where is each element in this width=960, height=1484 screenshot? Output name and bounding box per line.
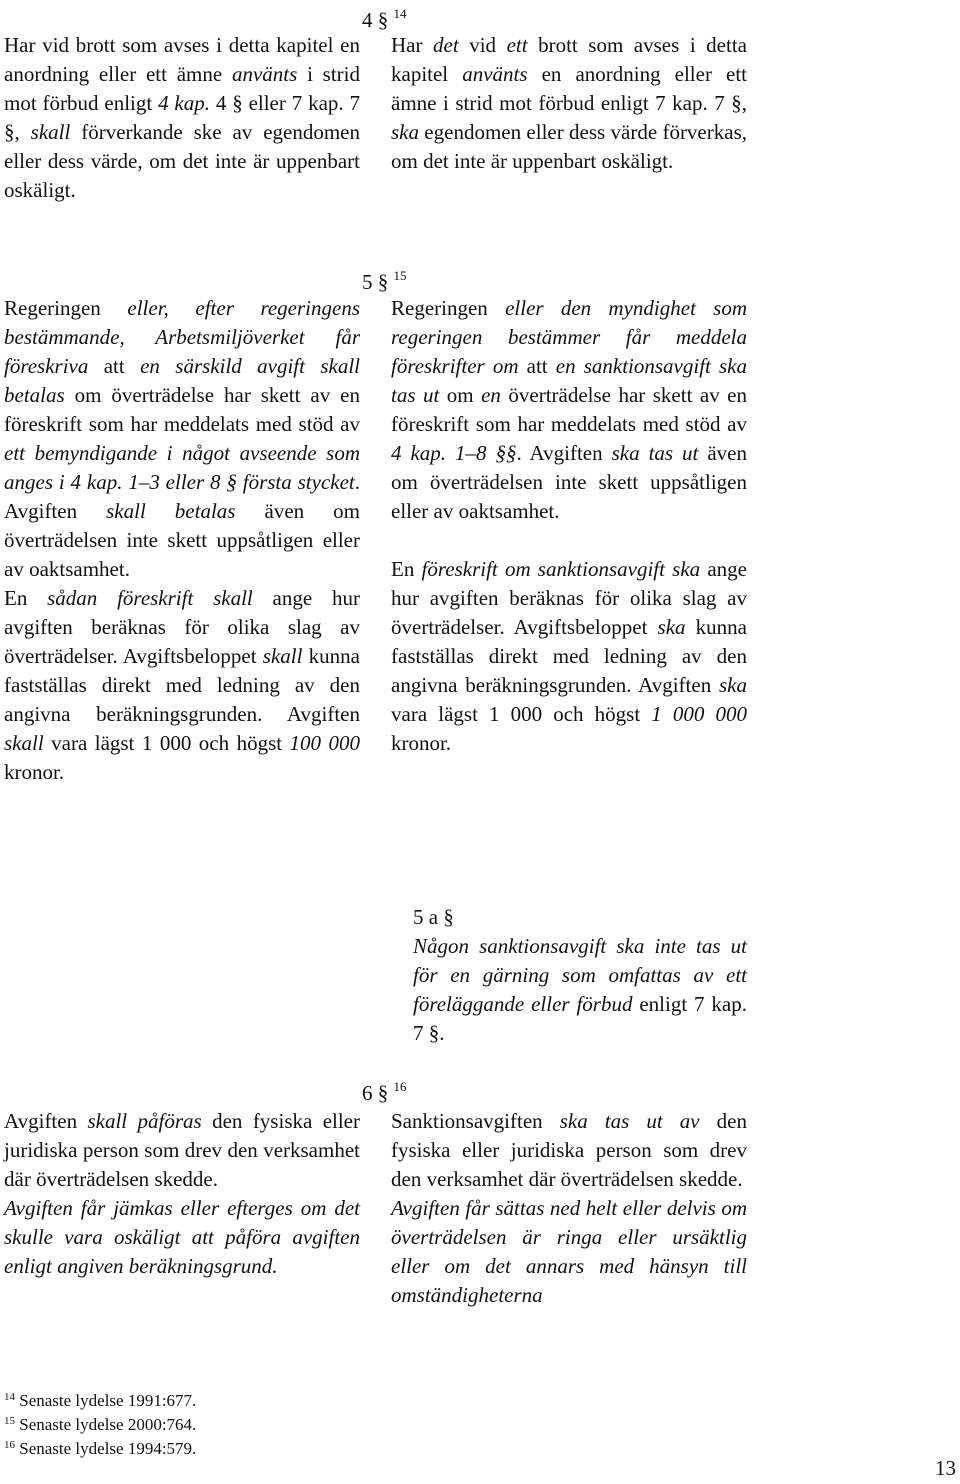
italic-text: Avgiften får sättas ned helt eller delvis om överträdelsen är ringa eller ursäktlig eller om det annars med hänsyn till omständigheterna bbox=[391, 1196, 747, 1307]
section-number-4: 4 § $^{14}$ bbox=[362, 6, 407, 32]
text: . Avgiften bbox=[516, 441, 612, 465]
text: vid bbox=[458, 33, 507, 57]
footnote-14: $^{14}$ Senaste lydelse 1991:677. bbox=[4, 1391, 197, 1410]
italic-text: föreskrift om sanktionsavgift ska bbox=[421, 557, 701, 581]
text: Avgiften bbox=[4, 1109, 88, 1133]
section-5a-block bbox=[413, 903, 747, 1048]
text: förverkande ske av egendomen eller dess värde, om det inte är uppenbart oskäligt. bbox=[4, 120, 360, 202]
text: den fysiska eller juridiska person som drev den verksamhet där överträdelsen skedde. bbox=[391, 1109, 747, 1191]
text: Har bbox=[391, 33, 434, 57]
italic-text: Någon sanktionsavgift ska inte tas ut för en gärning som omfattas av ett föreläggande eller förbud bbox=[413, 934, 747, 1016]
italic-text: skall bbox=[4, 731, 44, 755]
italic-text: eller, efter regeringens bestämmande, Arbetsmiljöverket får föreskriva bbox=[4, 296, 360, 378]
text: om överträdelse har skett av en föreskrift som har meddelats med stöd av bbox=[4, 383, 360, 436]
italic-text: skall påföras bbox=[87, 1109, 202, 1133]
italic-text: använts bbox=[231, 62, 298, 86]
italic-text: sådan föreskrift skall bbox=[47, 586, 253, 610]
italic-text: ska bbox=[657, 615, 686, 639]
text: En bbox=[391, 557, 422, 581]
footnote-15: $^{15}$ Senaste lydelse 2000:764. bbox=[4, 1415, 197, 1434]
italic-text: skall betalas bbox=[106, 499, 236, 523]
italic-text: 1 000 000 bbox=[651, 702, 747, 726]
italic-text: ett bbox=[506, 33, 528, 57]
text: att bbox=[88, 354, 141, 378]
text: i strid mot förbud enligt bbox=[4, 62, 361, 115]
section-6-proposed-text bbox=[391, 1107, 747, 1310]
page-number: 13 bbox=[935, 1456, 956, 1480]
paragraph bbox=[391, 294, 747, 526]
text: kronor. bbox=[391, 731, 452, 755]
text: kunna fastställas direkt med ledning av den angivna beräkningsgrunden. Avgiften bbox=[4, 644, 360, 726]
section-6-current-text bbox=[4, 1107, 360, 1281]
text: ange hur avgiften beräknas för olika slag av överträdelser. Avgiftsbeloppet bbox=[4, 586, 360, 668]
paragraph bbox=[4, 1107, 360, 1194]
italic-text: ett bemyndigande i något avseende som anges i 4 kap. 1–3 eller 8 § första stycket bbox=[4, 441, 360, 494]
text: om bbox=[439, 383, 482, 407]
text: 4 § eller 7 kap. 7 §, bbox=[4, 91, 361, 144]
text: Regeringen bbox=[4, 296, 128, 320]
text: även om överträdelsen inte skett uppsåtligen eller av oaktsamhet. bbox=[391, 441, 747, 523]
paragraph bbox=[4, 584, 360, 787]
text: även om överträdelsen inte skett uppsåtligen eller av oaktsamhet. bbox=[4, 499, 361, 581]
section-number-5: 5 § $^{15}$ bbox=[362, 268, 407, 294]
section-number-6: 6 § $^{16}$ bbox=[362, 1079, 407, 1105]
text: vara lägst 1 000 och högst bbox=[43, 731, 290, 755]
italic-text: Avgiften får jämkas eller efterges om det skulle vara oskäligt att påföra avgiften enligt angiven beräkningsgrund. bbox=[4, 1196, 360, 1278]
paragraph bbox=[391, 1107, 747, 1194]
text: . Avgiften bbox=[4, 470, 360, 523]
text: ange hur avgiften beräknas för olika slag av överträdelser. Avgiftsbeloppet bbox=[391, 557, 747, 639]
text: egendomen eller dess värde förverkas, om det inte är uppenbart oskäligt. bbox=[391, 120, 747, 173]
italic-text: skall bbox=[30, 120, 71, 144]
italic-text: ska bbox=[391, 120, 419, 144]
section-5-current-text bbox=[4, 294, 360, 787]
italic-text: eller den myndighet som regeringen bestämmer får meddela föreskrifter om bbox=[391, 296, 748, 378]
text: vara lägst 1 000 och högst bbox=[391, 702, 652, 726]
text: att bbox=[518, 354, 556, 378]
footnote-16: $^{16}$ Senaste lydelse 1994:579. bbox=[4, 1439, 197, 1458]
paragraph bbox=[391, 31, 747, 176]
text: Sanktionsavgiften bbox=[391, 1109, 560, 1133]
italic-text: använts bbox=[462, 62, 528, 86]
text: den fysiska eller juridiska person som drev den verksamhet där överträdelsen skedde. bbox=[4, 1109, 360, 1191]
italic-text: en sanktionsavgift ska tas ut bbox=[391, 354, 747, 407]
text: En bbox=[4, 586, 48, 610]
paragraph bbox=[4, 1194, 360, 1281]
italic-text: ska tas ut bbox=[611, 441, 699, 465]
section-5a-proposed-text bbox=[413, 932, 747, 1048]
paragraph bbox=[4, 31, 360, 205]
italic-text: 4 kap. bbox=[158, 91, 210, 115]
italic-text: en bbox=[481, 383, 501, 407]
text: kronor. bbox=[4, 760, 65, 784]
text: överträdelse har skett av en föreskrift som har meddelats med stöd av bbox=[391, 383, 747, 436]
section-4-current-text bbox=[4, 31, 360, 205]
text: Har vid brott som avses i detta kapitel en anordning eller ett ämne bbox=[4, 33, 360, 86]
italic-text: skall bbox=[262, 644, 303, 668]
text: brott som avses i detta kapitel bbox=[391, 33, 747, 86]
footnotes bbox=[4, 1390, 196, 1462]
section-4-proposed-text bbox=[391, 31, 747, 176]
italic-text: 100 000 bbox=[289, 731, 361, 755]
italic-text: en särskild avgift skall betalas bbox=[4, 354, 360, 407]
italic-text: ska bbox=[719, 673, 747, 697]
text: Regeringen bbox=[391, 296, 506, 320]
paragraph bbox=[4, 294, 360, 584]
italic-text: ska tas ut av bbox=[559, 1109, 700, 1133]
text: en anordning eller ett ämne i strid mot förbud enligt 7 kap. 7 §, bbox=[391, 62, 747, 115]
paragraph-gap bbox=[391, 526, 747, 555]
section-5-proposed-text bbox=[391, 294, 747, 758]
section-number-5a: 5 a § bbox=[413, 905, 454, 929]
paragraph bbox=[391, 555, 747, 758]
paragraph bbox=[413, 932, 747, 1048]
text: enligt 7 kap. 7 §. bbox=[413, 992, 747, 1045]
text: kunna fastställas direkt med ledning av den angivna beräkningsgrunden. Avgiften bbox=[391, 615, 747, 697]
italic-text: det bbox=[433, 33, 459, 57]
italic-text: 4 kap. 1–8 §§ bbox=[391, 441, 517, 465]
paragraph bbox=[391, 1194, 747, 1310]
